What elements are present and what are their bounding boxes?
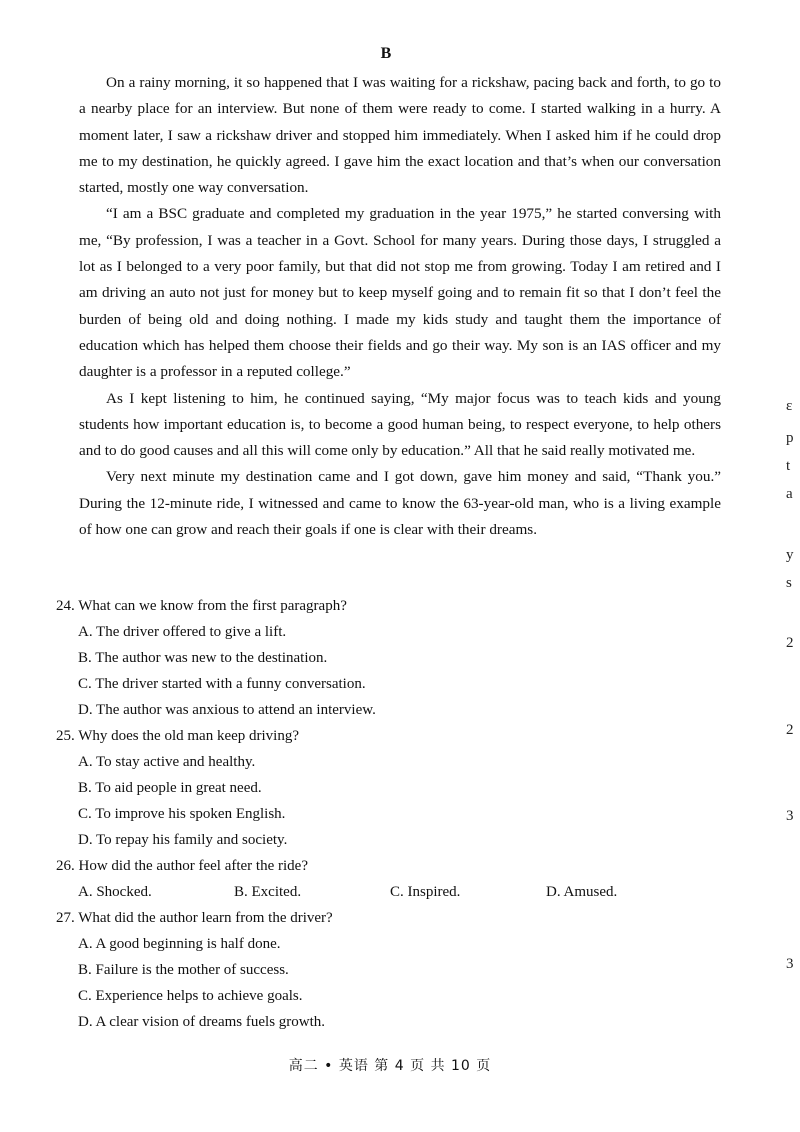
question-27	[56, 905, 736, 1035]
question-stem: 24. What can we know from the first paragraph?	[56, 598, 347, 614]
option-d: D. The author was anxious to attend an interview.	[78, 702, 376, 718]
question-24	[56, 593, 736, 723]
question-stem: 25. Why does the old man keep driving?	[56, 728, 300, 744]
question-stem: 27. What did the author learn from the driver?	[56, 910, 333, 926]
passage-paragraph-4: Very next minute my destination came and I got down, gave him money and said, “Thank you.” During the 12-minute ride, I witnessed and came to know the 63-year-old man, who is a living example of how one can grow and reach their goals if one is clear with their dreams.	[79, 468, 721, 539]
edge-fragment: 3	[786, 956, 794, 972]
option-list	[56, 931, 736, 1035]
option-b: B. The author was new to the destination.	[78, 650, 328, 666]
edge-fragment: p	[786, 430, 794, 446]
option-c: C. Experience helps to achieve goals.	[78, 988, 303, 1004]
option-b: B. Failure is the mother of success.	[78, 962, 289, 978]
option-list	[56, 879, 736, 905]
passage-paragraph-3: As I kept listening to him, he continued saying, “My major focus was to teach kids and young students how important education is, to become a good human being, to respect everyone, to help others and to do good causes and all this will come only by education.” All that he said really motivated me.	[79, 389, 721, 460]
option-a: A. To stay active and healthy.	[78, 754, 256, 770]
option-c: C. To improve his spoken English.	[78, 806, 286, 822]
option-a: A. Shocked.	[78, 884, 152, 900]
question-stem: 26. How did the author feel after the ride?	[56, 858, 308, 874]
reading-passage	[79, 70, 721, 543]
edge-fragment: 2	[786, 635, 794, 651]
option-d: D. Amused.	[546, 884, 618, 900]
edge-fragment: a	[786, 486, 793, 502]
option-a: A. A good beginning is half done.	[78, 936, 281, 952]
section-title: B	[380, 45, 392, 62]
question-26	[56, 853, 736, 905]
option-c: C. Inspired.	[390, 884, 461, 900]
edge-fragment: ε	[786, 398, 793, 414]
option-a: A. The driver offered to give a lift.	[78, 624, 287, 640]
option-d: D. To repay his family and society.	[78, 832, 288, 848]
page-footer: 高二 • 英语 第 4 页 共 10 页	[288, 1058, 492, 1074]
edge-fragment: y	[786, 547, 794, 563]
question-25	[56, 723, 736, 853]
option-b: B. Excited.	[234, 884, 302, 900]
passage-paragraph-1: On a rainy morning, it so happened that I was waiting for a rickshaw, pacing back and forth, to go to a nearby place for an interview. But none of them were ready to come. I started walking in a hurry. A moment later, I saw a rickshaw driver and stopped him immediately. When I asked him if he could drop me to my destination, he quickly agreed. I gave him the exact location and that’s when our conversation started, mostly one way conversation.	[79, 74, 721, 197]
edge-fragment: t	[786, 458, 791, 474]
passage-paragraph-2: “I am a BSC graduate and completed my graduation in the year 1975,” he started conversing with me, “By profession, I was a teacher in a Govt. School for many years. During those days, I struggled a lot as I belonged to a very poor family, but that did not stop me from growing. Today I am retired and I am driving an auto not just for money but to keep myself going and to remain fit so that I don’t feel the burden of being old and doing nothing. I made my kids study and taught them the importance of education which has helped them choose their fields and go their way. My son is an IAS officer and my daughter is a professor in a reputed college.”	[79, 205, 721, 381]
edge-fragment: s	[786, 575, 792, 591]
option-b: B. To aid people in great need.	[78, 780, 262, 796]
option-c: C. The driver started with a funny conversation.	[78, 676, 366, 692]
option-list	[56, 619, 736, 723]
edge-fragment: 3	[786, 808, 794, 824]
edge-fragment: 2	[786, 722, 794, 738]
question-list	[56, 593, 736, 1035]
option-list	[56, 749, 736, 853]
option-d: D. A clear vision of dreams fuels growth.	[78, 1014, 326, 1030]
